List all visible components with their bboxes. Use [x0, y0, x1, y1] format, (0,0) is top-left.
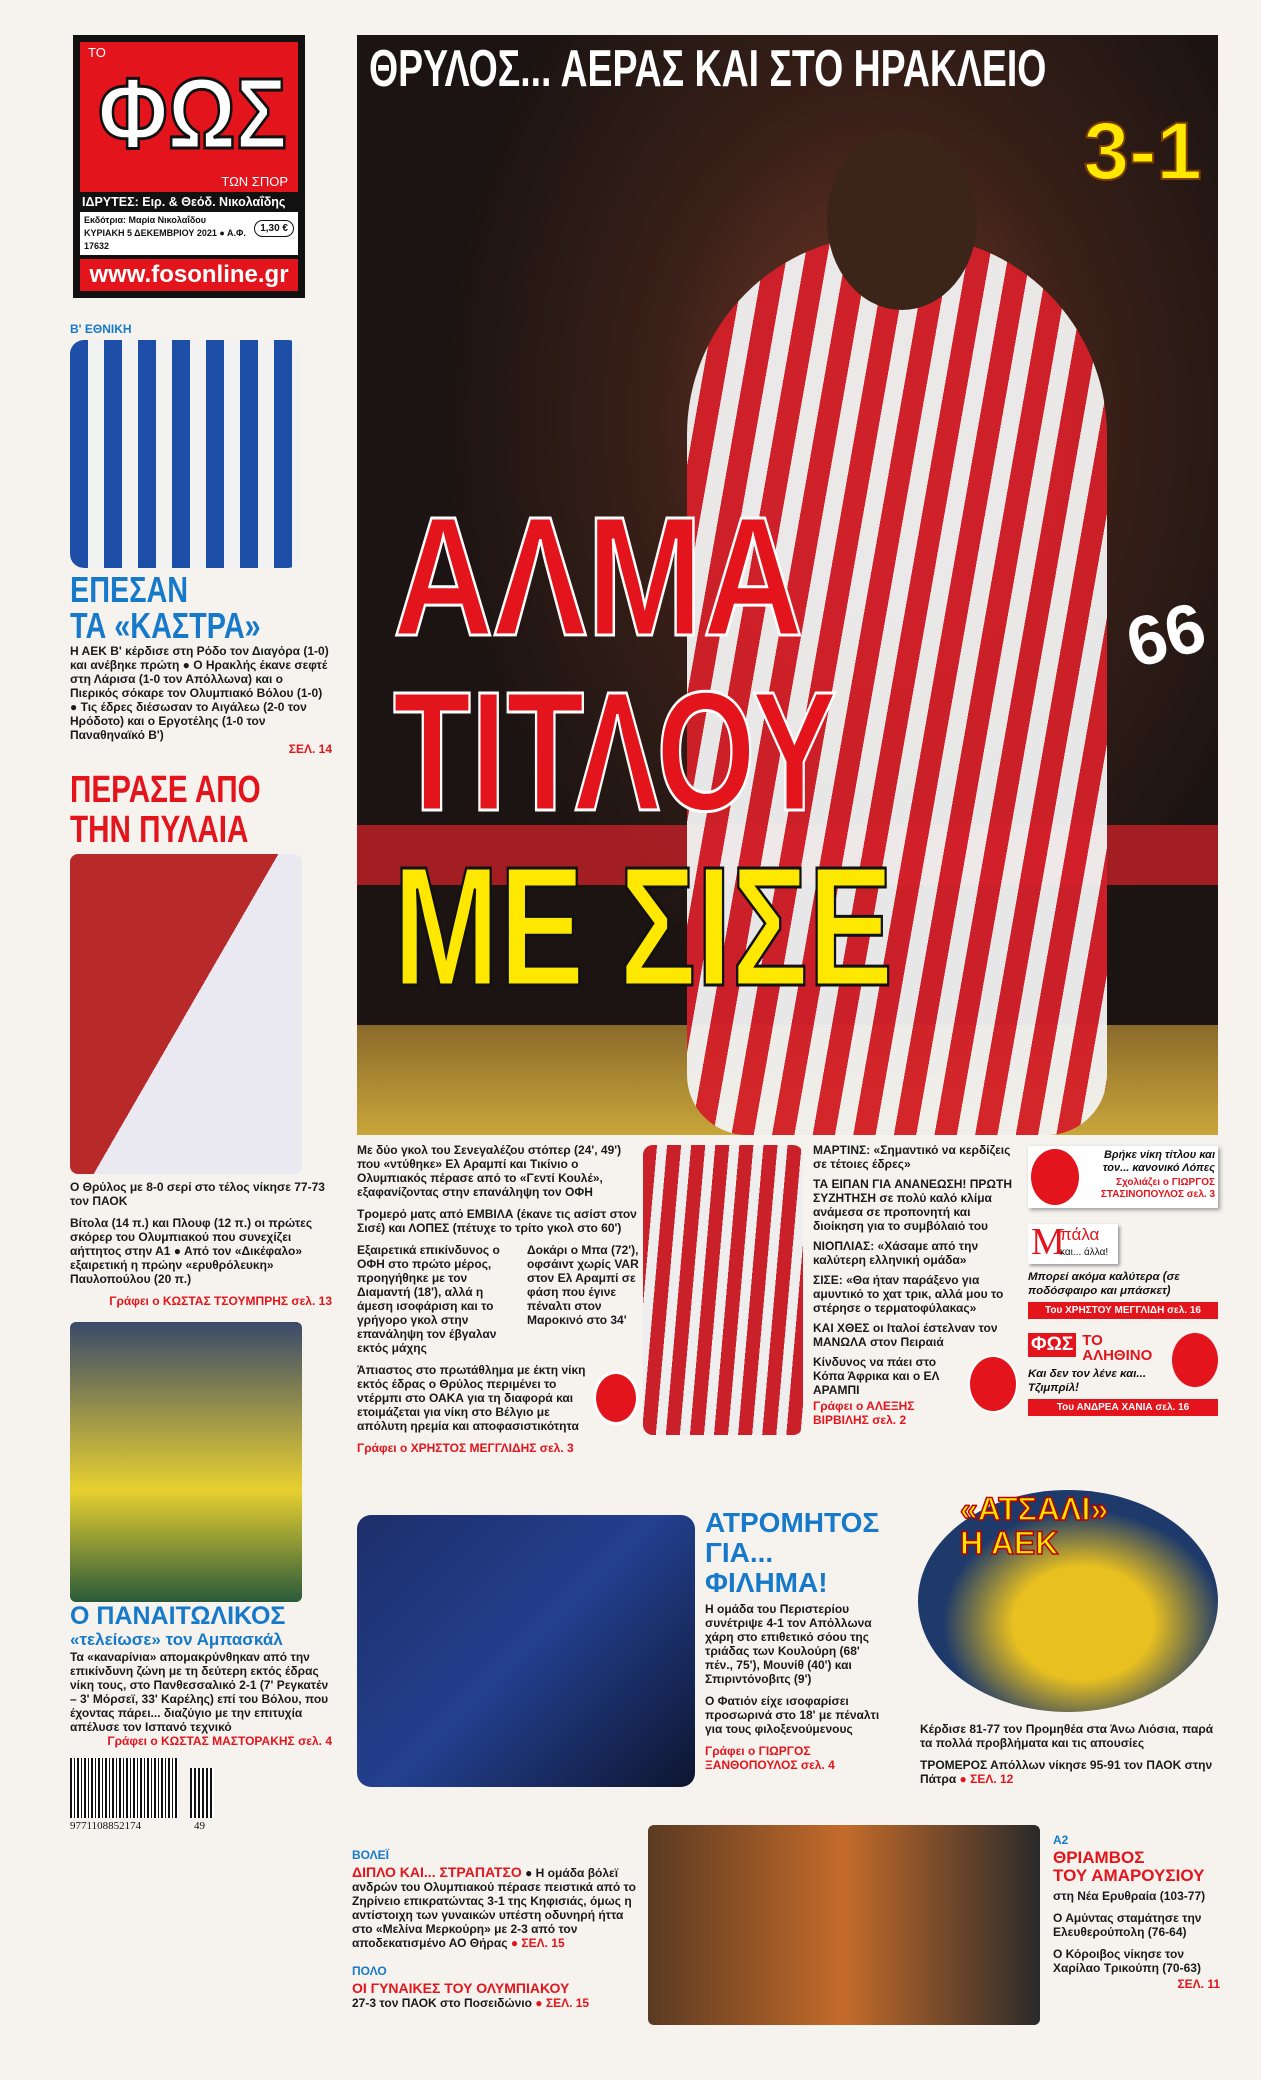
website-link[interactable]: www.fosonline.gr	[80, 259, 298, 291]
section-label: Α2	[1053, 1833, 1069, 1847]
headline: ΕΠΕΣΑΝ	[70, 569, 189, 610]
column-text: Βρήκε νίκη τίτλου και τον... κανονικό Λόπες	[1102, 1149, 1215, 1174]
quote: ΜΑΡΤΙΝΣ: «Σημαντικό να κερδίζεις σε τέτοιες έδρες»	[813, 1143, 1011, 1171]
quote: ΝΙΟΠΛΙΑΣ: «Χάσαμε από την καλύτερη ελληνική ομάδα»	[813, 1239, 979, 1267]
shirt-number: 66	[1118, 587, 1214, 683]
photo-aek-b	[70, 340, 302, 568]
article-body: στη Νέα Ερυθραία (103-77)	[1053, 1889, 1206, 1903]
article-body: Άπιαστος στο πρωτάθλημα με έκτη νίκη εκτός έδρας ο Θρύλος περιμένει το ντέρμπι στο ΟΑΚΑ για τη διαφορά και ετοιμάζεται για νίκη στο Βέλγιο με απόλυτη ηρεμία και αποφασιστικότητα	[357, 1363, 586, 1433]
masthead	[73, 35, 305, 298]
byline: Του ΑΝΔΡΕΑ ΧΑΝΙΑ σελ. 16	[1028, 1399, 1218, 1416]
article-body: Η ομάδα του Περιστερίου συνέτριψε 4-1 τον Απόλλωνα χάρη στο επιθετικό σόου της τριάδας των Κουλούρη (68' πέν., 75'), Μουνίθ (40') και Σπιριντόνοβιτς (9')	[705, 1602, 872, 1686]
author-photo	[1031, 1149, 1079, 1205]
issue-info	[80, 212, 298, 255]
byline: Γράφει ο ΓΙΩΡΓΟΣ ΞΑΝΘΟΠΟΥΛΟΣ σελ. 4	[705, 1744, 835, 1772]
logo-ton-spor: ΤΩΝ ΣΠΟΡ	[221, 174, 288, 189]
headline: «ΑΤΣΑΛΙ»	[960, 1491, 1109, 1527]
article-body: Με δύο γκολ του Σενεγαλέζου στόπερ (24', 49') που «ντύθηκε» Ελ Αραμπί και Τικίνιο ο Ολυμπιακός πέρασε από το «Γεντί Κουλέ», εξαφανίζοντας στην επανάληψη τον ΟΦΗ	[357, 1143, 622, 1199]
hero-kicker: ΘΡΥΛΟΣ... ΑΕΡΑΣ ΚΑΙ ΣΤΟ ΗΡΑΚΛΕΙΟ	[369, 40, 1047, 98]
photo-basketball-women	[70, 854, 302, 1174]
hero-headline-2: ΤΙΤΛΟΥ	[393, 657, 838, 847]
column-text: Και δεν τον λένε και... Τζιμπρίλ!	[1028, 1368, 1147, 1394]
fos-logo-small: ΦΩΣ	[1028, 1333, 1076, 1357]
photo-basketball	[648, 1825, 1040, 2025]
page-ref: ● ΣΕΛ. 15	[510, 1936, 565, 1950]
article-body: Βίτολα (14 π.) και Πλουφ (12 π.) οι πρώτες σκόρερ του Ολυμπιακού που συνεχίζει αήττητος στην Α1 ● Από τον «Δικέφαλο» εξαιρετική η πρώην «ερυθρόλευκη» Παυλοπούλου (20 π.)	[70, 1216, 313, 1286]
page-ref: ● ΣΕΛ. 15	[535, 1996, 590, 2010]
barcode-addon: 49	[194, 1820, 205, 1832]
column-title: ΑΛΗΘΙΝΟ	[1082, 1347, 1153, 1364]
headline: ΤΑ «ΚΑΣΤΡΑ»	[70, 605, 261, 646]
logo-text: πάλα	[1060, 1225, 1100, 1244]
byline: Γράφει ο ΚΩΣΤΑΣ ΜΑΣΤΟΡΑΚΗΣ σελ. 4	[107, 1734, 332, 1748]
headline: ΘΡΙΑΜΒΟΣ	[1053, 1848, 1145, 1867]
main-story	[357, 1143, 639, 1455]
logo-text: και... άλλα!	[1060, 1247, 1109, 1258]
quote: ΣΙΣΕ: «Θα ήταν παράξενο για αμυντικό το χατ τρικ, αλλά μου το στέρησε ο τερματοφύλακας»	[813, 1273, 1004, 1315]
atromitos-story	[705, 1508, 883, 1772]
player-head	[827, 130, 977, 310]
author-photo	[968, 1355, 1018, 1413]
article-body: Τρομερό ματς από ΕΜΒΙΛΑ (έκανε τις ασίστ στον Σισέ) και ΛΟΠΕΣ (πέτυχε το τρίτο γκολ στο 60')	[357, 1207, 637, 1235]
hero-headline-1: ΑΛΜΑ	[393, 482, 804, 672]
headline: ΤΗΝ ΠΥΛΑΙΑ	[70, 809, 249, 851]
article-body: Τα «καναρίνια» απομακρύνθηκαν από την επικίνδυνη ζώνη με τη δεύτερη εκτός έδρας νίκη τους, στο Πανθεσσαλικό 2-1 (7' Ρεγκατέν – 3' Μόρσεϊ, 33' Καρέλης) επί του Βόλου, που έχοντας πάρει... διαζύγιο με την επιτυχία απέλυσε τον Ισπανό τεχνικό	[70, 1650, 329, 1734]
byline: Γράφει ο ΚΩΣΤΑΣ ΤΣΟΥΜΠΡΗΣ σελ. 13	[109, 1294, 332, 1308]
headline: ΤΟΥ ΑΜΑΡΟΥΣΙΟΥ	[1053, 1866, 1205, 1885]
column-stasinopoulos	[1028, 1146, 1218, 1208]
section-label: ΠΟΛΟ	[352, 1964, 387, 1978]
headline: Ο ΠΑΝΑΙΤΩΛΙΚΟΣ	[70, 1602, 286, 1630]
page-ref: ● ΣΕΛ. 12	[959, 1772, 1014, 1786]
bala-logo	[1028, 1221, 1118, 1264]
column-title: ΤΟ	[1082, 1332, 1103, 1349]
article-body: Ο Φατιόν είχε ισοφαρίσει προσωρινά στο 18' με πέναλτι για τους φιλοξενούμενους	[705, 1694, 880, 1736]
page-ref: ΣΕΛ. 14	[288, 742, 332, 756]
left-column	[70, 322, 332, 1836]
issue-date: ΚΥΡΙΑΚΗ 5 ΔΕΚΕΜΒΡΙΟΥ 2021 ● Α.Φ. 17632	[84, 228, 246, 251]
article-body: Ο Κόροιβος νίκησε τον Χαρίλαο Τρικούπη (70-63)	[1053, 1947, 1201, 1975]
byline: ΒΙΡΒΙΛΗΣ σελ. 2	[813, 1413, 907, 1427]
headline: ΦΙΛΗΜΑ!	[705, 1567, 828, 1598]
author-photo	[1172, 1333, 1218, 1387]
photo-panaitolikos	[70, 1322, 302, 1602]
logo-to: ΤΟ	[88, 45, 106, 60]
barcode-number: 9771108852174	[70, 1820, 142, 1832]
opinion-columns	[1028, 1146, 1218, 1416]
byline: Γράφει ο ΑΛΕΞΗΣ	[813, 1399, 915, 1413]
founders: ΙΔΡΥΤΕΣ: Ειρ. & Θεόδ. Νικολαΐδης	[82, 195, 286, 209]
quotes-column	[813, 1143, 1018, 1427]
byline: Σχολιάζει ο ΓΙΩΡΓΟΣ ΣΤΑΣΙΝΟΠΟΥΛΟΣ σελ. 3	[1100, 1177, 1215, 1200]
article-body: ● Η ομάδα βόλεϊ ανδρών του Ολυμπιακού πέρασε πειστικά από το Ζηρίνειο επικρατώντας 3-1 της Κηφισιάς, όμως η αντίστοιχη των γυναικών υπέστη οδυνηρή ήττα στο «Μελίνα Μερκούρη» με 2-3 από τον αποδεκατισμένο ΑΟ Θήρας	[352, 1866, 636, 1950]
article-body: Ο Αμύντας σταμάτησε την Ελευθερούπολη (76-64)	[1053, 1911, 1202, 1939]
hero-score: 3-1	[1083, 106, 1202, 197]
quote: ΤΑ ΕΙΠΑΝ ΓΙΑ ΑΝΑΝΕΩΣΗ! ΠΡΩΤΗ ΣΥΖΗΤΗΣΗ σε πολύ καλό κλίμα ανάμεσα σε προπονητή και διοίκηση για το συμβόλαιό του	[813, 1177, 1012, 1233]
photo-atromitos	[357, 1515, 695, 1787]
article-body: Δοκάρι ο Μπα (72'), οφσάιντ χωρίς VAR στον Ελ Αραμπί σε φάση που έγινε πέναλτι στον Μαροκινό στο 34'	[527, 1243, 639, 1327]
quote: Κίνδυνος να πάει στο Κόπα Άφρικα και ο ΕΛ ΑΡΑΜΠΙ	[813, 1355, 940, 1397]
column-text: Μπορεί ακόμα καλύτερα (σε ποδόσφαιρο και μπάσκετ)	[1028, 1271, 1180, 1297]
page-ref: ΣΕΛ. 11	[1177, 1977, 1220, 1991]
hero-photo	[357, 35, 1218, 1135]
article-body: Κέρδισε 81-77 τον Προμηθέα στα Άνω Λιόσια, παρά τα πολλά προβλήματα και τις απουσίες	[920, 1722, 1214, 1750]
publisher: Εκδότρια: Μαρία Νικολαΐδου	[84, 215, 207, 225]
a2-story	[1053, 1833, 1220, 1991]
article-body: Η ΑΕΚ Β' κέρδισε στη Ρόδο τον Διαγόρα (1-0) και ανέβηκε πρώτη ● Ο Ηρακλής έκανε σεφτέ στη Λάρισα (1-0 τον Απόλλωνα) και ο Πιερικός σόκαρε τον Ολυμπιακό Βόλου (1-0) ● Τις έδρες διέσωσαν το Αιγάλεω (2-0 τον Ηρόδοτο) και ο Εργοτέλης (1-0 τον Παναθηναϊκό Β')	[70, 644, 329, 742]
headline: ΠΕΡΑΣΕ ΑΠΟ	[70, 769, 261, 811]
headline: Η ΑΕΚ	[960, 1525, 1059, 1561]
section-label: ΒΟΛΕΪ	[352, 1848, 390, 1862]
price-badge: 1,30 €	[254, 220, 294, 237]
quote: ΚΑΙ ΧΘΕΣ οι Ιταλοί έστελναν τον ΜΑΝΩΛΑ στον Πειραιά	[813, 1321, 998, 1349]
author-photo	[593, 1371, 639, 1425]
volley-polo	[352, 1848, 642, 2010]
article-body: Εξαιρετικά επικίνδυνος ο ΟΦΗ στο πρώτο μέρος, προηγήθηκε με τον Διαμαντή (18'), αλλά η άμεση ισοφάριση και το γρήγορο γκολ στην επανάληψη τον έβγαλαν εκτός μάχης	[357, 1243, 500, 1355]
photo-celebration	[643, 1145, 803, 1435]
headline: ΑΤΡΟΜΗΤΟΣ	[705, 1507, 880, 1538]
section-label: Β' ΕΘΝΙΚΗ	[70, 322, 132, 336]
article-body: ΤΡΟΜΕΡΟΣ Απόλλων νίκησε 95-91 τον ΠΑΟΚ στην Πάτρα	[920, 1758, 1213, 1786]
headline: ΓΙΑ...	[705, 1537, 774, 1568]
logo-m: Μ	[1031, 1221, 1065, 1263]
hero-headline-3: ΜΕ ΣΙΣΕ	[393, 832, 894, 1022]
article-body: Ο Θρύλος με 8-0 σερί στο τέλος νίκησε 77-73 τον ΠΑΟΚ	[70, 1180, 325, 1208]
article-body: 27-3 τον ΠΑΟΚ στο Ποσειδώνιο	[352, 1996, 532, 2010]
headline: ΔΙΠΛΟ ΚΑΙ... ΣΤΡΑΠΑΤΣΟ	[352, 1864, 522, 1880]
logo-fos: ΦΩΣ	[98, 58, 287, 170]
byline: Γράφει ο ΧΡΗΣΤΟΣ ΜΕΓΓΛΙΔΗΣ σελ. 3	[357, 1441, 574, 1455]
byline: Του ΧΡΗΣΤΟΥ ΜΕΓΓΛΙΔΗ σελ. 16	[1028, 1302, 1218, 1319]
subheadline: «τελείωσε» τον Αμπασκάλ	[70, 1630, 283, 1649]
headline: ΟΙ ΓΥΝΑΙΚΕΣ ΤΟΥ ΟΛΥΜΠΙΑΚΟΥ	[352, 1980, 570, 1996]
barcode	[70, 1758, 220, 1836]
logo	[80, 42, 298, 192]
